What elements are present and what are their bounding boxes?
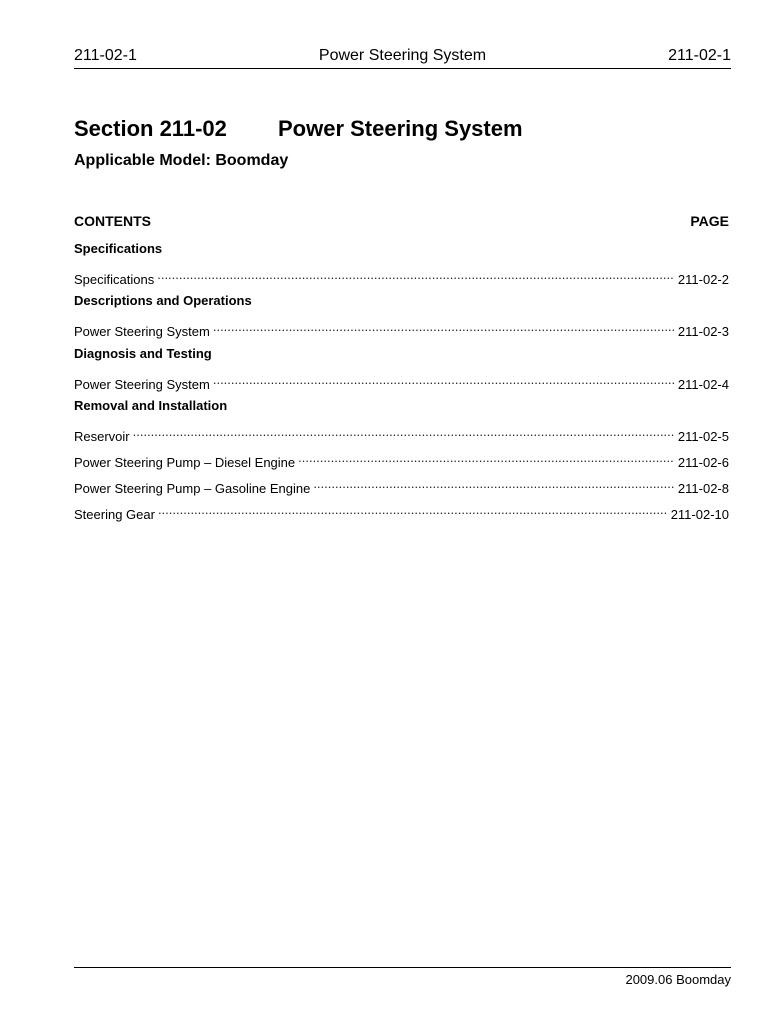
toc-heading-descriptions-operations (74, 292, 729, 310)
page-column-label: PAGE (690, 213, 729, 229)
dot-leader (158, 501, 668, 519)
section-name: Power Steering System (278, 116, 523, 141)
toc-entry-page[interactable]: 211-02-6 (677, 455, 729, 470)
toc-heading-removal-installation (74, 397, 729, 415)
toc-entry-label[interactable]: Power Steering Pump – Gasoline Engine (74, 481, 311, 496)
dot-leader (298, 449, 675, 467)
toc-entry-label[interactable]: Steering Gear (74, 507, 155, 522)
toc-entry-label[interactable]: Power Steering Pump – Diesel Engine (74, 455, 296, 470)
toc-entry-page[interactable]: 211-02-5 (677, 429, 729, 444)
contents-label: CONTENTS (74, 213, 151, 229)
applicable-model: Applicable Model: Boomday (74, 152, 289, 169)
toc-entry-power-steering-system-diagnosis[interactable] (74, 371, 729, 392)
section-number: Section 211-02 (74, 116, 227, 141)
toc-entry-page[interactable]: 211-02-8 (677, 481, 729, 496)
toc-entry-label[interactable]: Power Steering System (74, 324, 210, 339)
toc-entry-specifications[interactable] (74, 266, 729, 287)
toc-heading-label: Diagnosis and Testing (74, 346, 212, 361)
header-page-number-left: 211-02-1 (74, 47, 137, 64)
toc-heading-label: Descriptions and Operations (74, 293, 252, 308)
toc-entry-page[interactable]: 211-02-3 (677, 324, 729, 339)
dot-leader (313, 475, 675, 493)
toc-entry-page[interactable]: 211-02-10 (670, 507, 729, 522)
toc-entry-power-steering-system-description[interactable] (74, 318, 729, 339)
toc-entry-label[interactable]: Power Steering System (74, 377, 210, 392)
toc-entry-page[interactable]: 211-02-2 (677, 272, 729, 287)
dot-leader (213, 318, 675, 336)
toc-entry-label[interactable]: Reservoir (74, 429, 130, 444)
toc-heading-specifications (74, 240, 729, 258)
toc-heading-diagnosis-testing (74, 345, 729, 363)
toc-heading-label: Specifications (74, 241, 163, 256)
toc-entry-steering-gear[interactable] (74, 501, 729, 522)
toc-entry-pump-gasoline[interactable] (74, 475, 729, 496)
header-title: Power Steering System (318, 47, 487, 64)
footer-rule (74, 967, 731, 968)
toc-heading-label: Removal and Installation (74, 398, 228, 413)
page-title (74, 115, 523, 143)
dot-leader (133, 423, 675, 441)
dot-leader (213, 371, 675, 389)
header-page-number-right: 211-02-1 (668, 47, 731, 64)
page-header (74, 44, 731, 69)
toc-entry-page[interactable]: 211-02-4 (677, 377, 729, 392)
footer-edition: 2009.06 Boomday (625, 972, 731, 987)
toc-entry-reservoir[interactable] (74, 423, 729, 444)
toc-entry-pump-diesel[interactable] (74, 449, 729, 470)
dot-leader (157, 266, 675, 284)
contents-header (74, 211, 729, 231)
toc-entry-label[interactable]: Specifications (74, 272, 155, 287)
